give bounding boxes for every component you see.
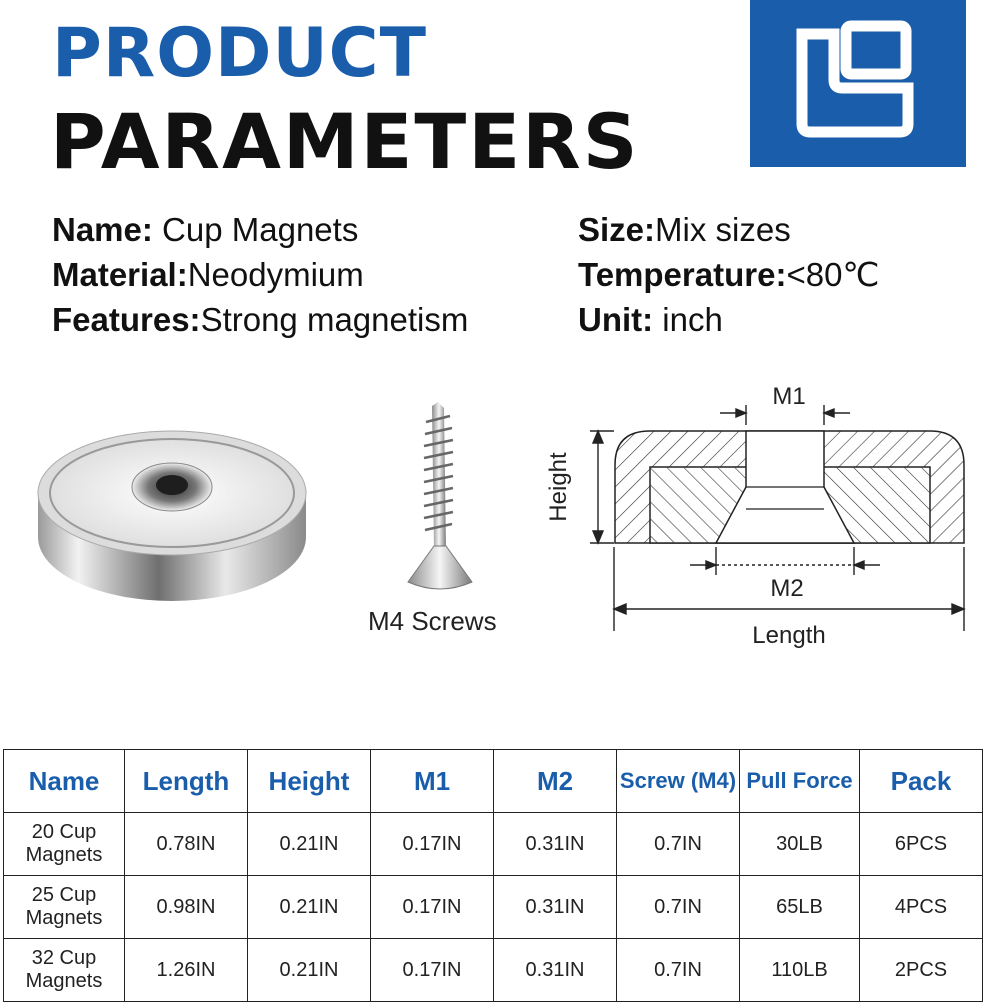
table-cell: 4PCS <box>860 876 983 939</box>
table-cell: 0.17IN <box>371 939 494 1002</box>
table-cell: 30LB <box>740 813 860 876</box>
spec-unit <box>578 298 723 342</box>
spec-size-label: Size: <box>578 211 656 248</box>
spec-temperature-value: <80℃ <box>786 256 880 293</box>
table-header-cell: Height <box>248 750 371 813</box>
table-cell: 0.78IN <box>125 813 248 876</box>
table-cell: 20 Cup Magnets <box>4 813 125 876</box>
title-product: PRODUCT <box>52 14 427 93</box>
spec-features-value: Strong magnetism <box>200 301 469 338</box>
table-header-row <box>4 750 983 813</box>
brand-logo-icon <box>750 0 966 167</box>
table-cell: 0.21IN <box>248 813 371 876</box>
table-cell: 0.7IN <box>617 876 740 939</box>
parameters-table <box>3 749 983 1002</box>
table-header-cell: Length <box>125 750 248 813</box>
spec-temperature-label: Temperature: <box>578 256 787 293</box>
spec-material-label: Material: <box>52 256 188 293</box>
table-cell: 0.21IN <box>248 876 371 939</box>
title-parameters: PARAMETERS <box>50 97 640 186</box>
diagram-length-label: Length <box>752 622 826 649</box>
table-row <box>4 939 983 1002</box>
spec-name-label: Name: <box>52 211 153 248</box>
table-header-cell: Name <box>4 750 125 813</box>
table-cell: 0.7IN <box>617 813 740 876</box>
diagram-m1-label: M1 <box>772 383 806 410</box>
table-cell: 0.17IN <box>371 876 494 939</box>
spec-name <box>52 208 358 252</box>
table-cell: 0.31IN <box>494 813 617 876</box>
table-header-cell: Pack <box>860 750 983 813</box>
table-row <box>4 876 983 939</box>
table-header-cell: Screw (M4) <box>617 750 740 813</box>
table-cell: 25 Cup Magnets <box>4 876 125 939</box>
table-cell: 0.98IN <box>125 876 248 939</box>
table-cell: 32 Cup Magnets <box>4 939 125 1002</box>
spec-material <box>52 253 364 297</box>
dimension-diagram <box>540 375 980 655</box>
diagram-m2-label: M2 <box>770 575 804 602</box>
spec-unit-value: inch <box>653 301 723 338</box>
spec-size <box>578 208 791 252</box>
spec-material-value: Neodymium <box>187 256 364 293</box>
screw-label: M4 Screws <box>368 606 497 636</box>
table-header-cell: M1 <box>371 750 494 813</box>
table-cell: 110LB <box>740 939 860 1002</box>
table-cell: 65LB <box>740 876 860 939</box>
table-header-cell: M2 <box>494 750 617 813</box>
cup-magnet-image <box>30 425 315 610</box>
table-cell: 0.31IN <box>494 939 617 1002</box>
table-cell: 1.26IN <box>125 939 248 1002</box>
table-cell: 0.31IN <box>494 876 617 939</box>
spec-temperature <box>578 253 880 297</box>
table-cell: 6PCS <box>860 813 983 876</box>
table-cell: 2PCS <box>860 939 983 1002</box>
table-header-cell: Pull Force <box>740 750 860 813</box>
spec-name-value: Cup Magnets <box>152 211 359 248</box>
spec-size-value: Mix sizes <box>655 211 791 248</box>
table-row <box>4 813 983 876</box>
table-cell: 0.7IN <box>617 939 740 1002</box>
table-cell: 0.21IN <box>248 939 371 1002</box>
table-cell: 0.17IN <box>371 813 494 876</box>
screw-image <box>400 400 480 600</box>
spec-features-label: Features: <box>52 301 201 338</box>
spec-features <box>52 298 468 342</box>
diagram-height-label: Height <box>545 452 572 522</box>
spec-unit-label: Unit: <box>578 301 654 338</box>
